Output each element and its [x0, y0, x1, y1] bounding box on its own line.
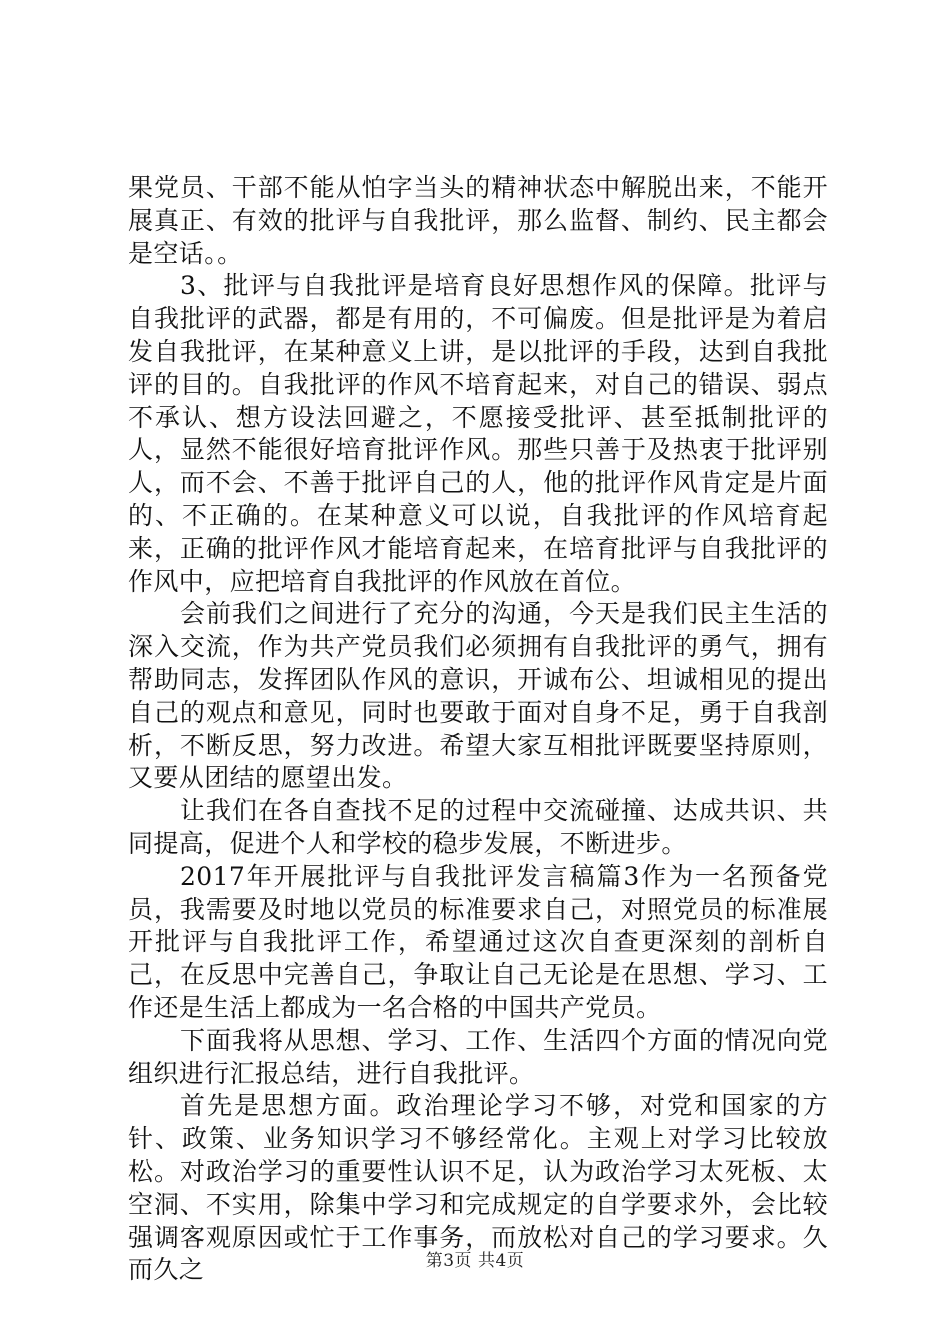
page-number-footer: 第3页 共4页: [425, 1251, 525, 1271]
paragraph: 首先是思想方面。政治理论学习不够，对党和国家的方针、政策、业务知识学习不够经常化。主观上对学习比较放松。对政治学习的重要性认识不足，认为政治学习太死板、太空洞、不实用，除集中学习和完成规定的自学要求外，会比较强调客观原因或忙于工作事务，而放松对自己的学习要求。久而久之: [128, 1091, 828, 1285]
document-body: [128, 172, 828, 1287]
paragraph: 果党员、干部不能从怕字当头的精神状态中解脱出来，不能开展真正、有效的批评与自我批评，那么监督、制约、民主都会是空话。。: [128, 173, 828, 268]
paragraph: 会前我们之间进行了充分的沟通，今天是我们民主生活的深入交流，作为共产党员我们必须拥有自我批评的勇气，拥有帮助同志，发挥团队作风的意识，开诚布公、坦诚相见的提出自己的观点和意见，同时也要敢于面对自身不足，勇于自我剖析，不断反思，努力改进。希望大家互相批评既要坚持原则，又要从团结的愿望出发。: [128, 599, 828, 793]
paragraph: 3、批评与自我批评是培育良好思想作风的保障。批评与自我批评的武器，都是有用的，不可偏废。但是批评是为着启发自我批评，在某种意义上讲，是以批评的手段，达到自我批评的目的。自我批评的作风不培育起来，对自己的错误、弱点不承认、想方设法回避之，不愿接受批评、甚至抵制批评的人，显然不能很好培育批评作风。那些只善于及热衷于批评别人，而不会、不善于批评自己的人，他的批评作风肯定是片面的、不正确的。在某种意义可以说，自我批评的作风培育起来，正确的批评作风才能培育起来，在培育批评与自我批评的作风中，应把培育自我批评的作风放在首位。: [128, 271, 828, 596]
paragraph: 下面我将从思想、学习、工作、生活四个方面的情况向党组织进行汇报总结，进行自我批评。: [128, 1025, 828, 1088]
paragraph: 让我们在各自查找不足的过程中交流碰撞、达成共识、共同提高，促进个人和学校的稳步发展，不断进步。: [128, 796, 828, 858]
paragraph: 2017年开展批评与自我批评发言稿篇3作为一名预备党员，我需要及时地以党员的标准要求自己，对照党员的标准展开批评与自我批评工作，希望通过这次自查更深刻的剖析自己，在反思中完善自己，争取让自己无论是在思想、学习、工作还是生活上都成为一名合格的中国共产党员。: [128, 861, 828, 1022]
